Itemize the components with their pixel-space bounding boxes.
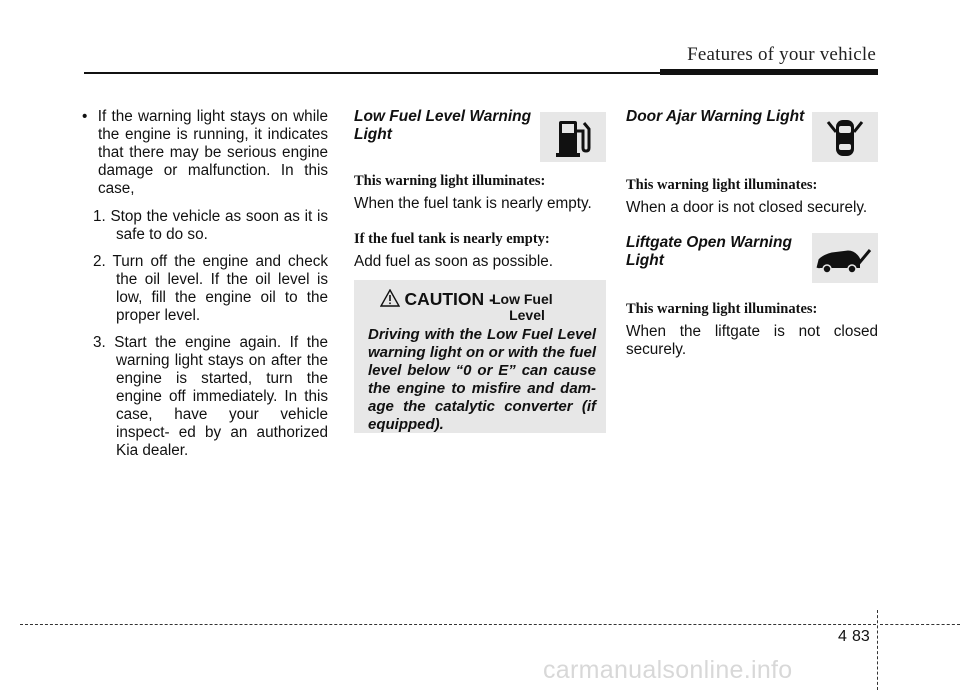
bullet-paragraph: [82, 108, 328, 198]
caution-label: CAUTION -: [404, 289, 495, 309]
page-section-number: 4: [838, 628, 847, 645]
door-illuminates-label: This warning light illuminates:: [626, 177, 818, 193]
liftgate-icon-box: [812, 233, 878, 283]
door-ajar-car-icon: [820, 114, 870, 160]
caution-text: Driving with the Low Fuel Level warning light on or with the fuel level below “0 or E” can cause the engine to misfire and dam- age the catalytic converter (if equipped).: [368, 326, 596, 433]
footer-rule-right: [880, 624, 960, 625]
low-fuel-illuminates-label: This warning light illuminates:: [354, 173, 546, 189]
liftgate-illuminates-text: When the liftgate is not closed securely.: [626, 323, 878, 358]
liftgate-open-car-icon: [814, 238, 876, 278]
caution-box-low-fuel: [354, 280, 606, 433]
page-number: 83: [852, 628, 870, 645]
door-illuminates-text: When a door is not closed securely.: [626, 199, 868, 216]
bullet-dot: •: [82, 108, 98, 125]
step-3: 3. Start the engine again. If the warning light stays on after the engine is started, turn the engine off immediately. In this case, have your vehicle inspect- ed by an authorized Kia dealer.: [93, 334, 328, 459]
caution-subject-line2: Level: [509, 307, 545, 323]
caution-subject-line1: Low Fuel: [492, 291, 553, 307]
steps-list: [82, 208, 328, 460]
fuel-icon-box: [540, 112, 606, 162]
fuel-empty-label: If the fuel tank is nearly empty:: [354, 231, 550, 247]
liftgate-title: Liftgate Open Warning Light: [626, 234, 792, 269]
door-icon-box: [812, 112, 878, 162]
warning-triangle-icon: [380, 289, 400, 307]
watermark: carmanualsonline.info: [543, 656, 793, 684]
low-fuel-illuminates-text: When the fuel tank is nearly empty.: [354, 195, 592, 212]
header-rule: [84, 72, 662, 74]
low-fuel-title: Low Fuel Level Warning Light: [354, 108, 532, 143]
liftgate-illuminates-label: This warning light illuminates:: [626, 301, 818, 317]
fuel-empty-text: Add fuel as soon as possible.: [354, 253, 553, 270]
column-oil-warning: [82, 108, 328, 469]
caution-subject: [492, 291, 582, 323]
page-header-title: Features of your vehicle: [687, 44, 876, 65]
fuel-pump-icon: [553, 115, 593, 159]
header-rule-accent: [660, 69, 878, 75]
step-2: 2. Turn off the engine and check the oil level. If the oil level is low, fill the engine oil to the proper level.: [93, 253, 328, 324]
bullet-text: If the warning light stays on while the engine is running, it indicates that there may be serious engine damage or malfunction. In this case,: [97, 108, 328, 197]
step-1: 1. Stop the vehicle as soon as it is safe to do so.: [93, 208, 328, 243]
footer-rule: [20, 624, 876, 625]
caution-heading: [380, 289, 495, 310]
footer-vertical-rule: [877, 610, 878, 690]
door-ajar-title: Door Ajar Warning Light: [626, 108, 805, 125]
